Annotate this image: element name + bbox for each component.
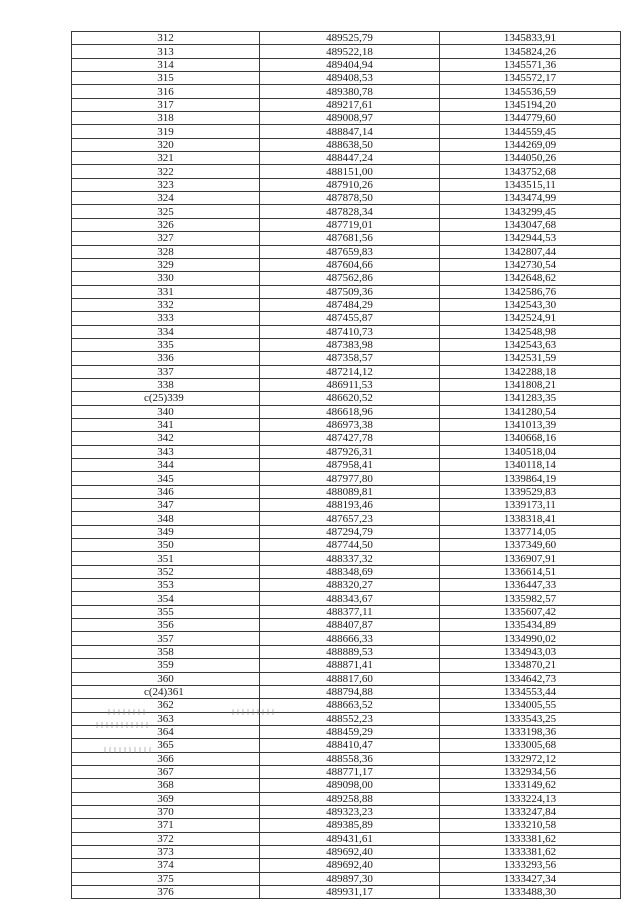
y-coordinate-cell: 1341808,21 — [440, 378, 621, 391]
coordinates-table — [71, 31, 621, 899]
table-row — [72, 779, 621, 792]
x-coordinate-cell: 487509,36 — [260, 285, 440, 298]
y-coordinate-cell: 1341283,35 — [440, 392, 621, 405]
y-coordinate-cell: 1333293,56 — [440, 859, 621, 872]
point-number-cell: 363 — [72, 712, 260, 725]
point-number-cell: 317 — [72, 98, 260, 111]
y-coordinate-cell: 1333247,84 — [440, 805, 621, 818]
point-number-cell: 356 — [72, 619, 260, 632]
y-coordinate-cell: 1340518,04 — [440, 445, 621, 458]
y-coordinate-cell: 1333149,62 — [440, 779, 621, 792]
x-coordinate-cell: 488638,50 — [260, 138, 440, 151]
point-number-cell: 353 — [72, 579, 260, 592]
x-coordinate-cell: 489897,30 — [260, 872, 440, 885]
point-number-cell: 364 — [72, 725, 260, 738]
x-coordinate-cell: 488558,36 — [260, 752, 440, 765]
table-row — [72, 739, 621, 752]
y-coordinate-cell: 1344050,26 — [440, 152, 621, 165]
x-coordinate-cell: 487828,34 — [260, 205, 440, 218]
y-coordinate-cell: 1333488,30 — [440, 886, 621, 899]
table-row — [72, 605, 621, 618]
point-number-cell: 342 — [72, 432, 260, 445]
x-coordinate-cell: 487484,29 — [260, 298, 440, 311]
point-number-cell: 331 — [72, 285, 260, 298]
y-coordinate-cell: 1340118,14 — [440, 459, 621, 472]
point-number-cell: 357 — [72, 632, 260, 645]
y-coordinate-cell: 1339529,83 — [440, 485, 621, 498]
x-coordinate-cell: 488337,32 — [260, 552, 440, 565]
y-coordinate-cell: 1345572,17 — [440, 72, 621, 85]
y-coordinate-cell: 1345571,36 — [440, 58, 621, 71]
y-coordinate-cell: 1345194,20 — [440, 98, 621, 111]
x-coordinate-cell: 488847,14 — [260, 125, 440, 138]
y-coordinate-cell: 1342586,76 — [440, 285, 621, 298]
x-coordinate-cell: 487294,79 — [260, 525, 440, 538]
point-number-cell: c(25)339 — [72, 392, 260, 405]
x-coordinate-cell: 489431,61 — [260, 832, 440, 845]
point-number-cell: 367 — [72, 765, 260, 778]
x-coordinate-cell: 489380,78 — [260, 85, 440, 98]
x-coordinate-cell: 489408,53 — [260, 72, 440, 85]
point-number-cell: 360 — [72, 672, 260, 685]
table-row — [72, 138, 621, 151]
table-row — [72, 752, 621, 765]
table-row — [72, 258, 621, 271]
point-number-cell: 324 — [72, 192, 260, 205]
y-coordinate-cell: 1342543,63 — [440, 338, 621, 351]
y-coordinate-cell: 1339173,11 — [440, 499, 621, 512]
table-row — [72, 445, 621, 458]
y-coordinate-cell: 1333210,58 — [440, 819, 621, 832]
y-coordinate-cell: 1342944,53 — [440, 232, 621, 245]
x-coordinate-cell: 486911,53 — [260, 378, 440, 391]
y-coordinate-cell: 1336614,51 — [440, 565, 621, 578]
y-coordinate-cell: 1343047,68 — [440, 218, 621, 231]
y-coordinate-cell: 1340668,16 — [440, 432, 621, 445]
point-number-cell: 350 — [72, 539, 260, 552]
table-row — [72, 325, 621, 338]
x-coordinate-cell: 488343,67 — [260, 592, 440, 605]
point-number-cell: 345 — [72, 472, 260, 485]
x-coordinate-cell: 488089,81 — [260, 485, 440, 498]
point-number-cell: 326 — [72, 218, 260, 231]
table-row — [72, 525, 621, 538]
point-number-cell: 314 — [72, 58, 260, 71]
point-number-cell: 346 — [72, 485, 260, 498]
table-row — [72, 792, 621, 805]
x-coordinate-cell: 488407,87 — [260, 619, 440, 632]
y-coordinate-cell: 1341280,54 — [440, 405, 621, 418]
x-coordinate-cell: 487977,80 — [260, 472, 440, 485]
x-coordinate-cell: 487878,50 — [260, 192, 440, 205]
table-row — [72, 859, 621, 872]
x-coordinate-cell: 487214,12 — [260, 365, 440, 378]
x-coordinate-cell: 489692,40 — [260, 859, 440, 872]
table-row — [72, 245, 621, 258]
point-number-cell: 341 — [72, 418, 260, 431]
x-coordinate-cell: 486620,52 — [260, 392, 440, 405]
x-coordinate-cell: 488663,52 — [260, 699, 440, 712]
point-number-cell: 318 — [72, 112, 260, 125]
table-row — [72, 85, 621, 98]
y-coordinate-cell: 1333005,68 — [440, 739, 621, 752]
table-row — [72, 619, 621, 632]
point-number-cell: 330 — [72, 272, 260, 285]
y-coordinate-cell: 1343752,68 — [440, 165, 621, 178]
table-row — [72, 272, 621, 285]
x-coordinate-cell: 487427,78 — [260, 432, 440, 445]
point-number-cell: 321 — [72, 152, 260, 165]
y-coordinate-cell: 1335607,42 — [440, 605, 621, 618]
table-row — [72, 405, 621, 418]
y-coordinate-cell: 1333427,34 — [440, 872, 621, 885]
table-row — [72, 579, 621, 592]
y-coordinate-cell: 1343515,11 — [440, 178, 621, 191]
table-row — [72, 432, 621, 445]
y-coordinate-cell: 1332934,56 — [440, 765, 621, 778]
table-row — [72, 485, 621, 498]
table-row — [72, 512, 621, 525]
table-row — [72, 392, 621, 405]
table-row — [72, 712, 621, 725]
point-number-cell: 376 — [72, 886, 260, 899]
table-row — [72, 459, 621, 472]
point-number-cell: 312 — [72, 32, 260, 45]
x-coordinate-cell: 489217,61 — [260, 98, 440, 111]
table-row — [72, 725, 621, 738]
table-row — [72, 552, 621, 565]
x-coordinate-cell: 488447,24 — [260, 152, 440, 165]
y-coordinate-cell: 1335982,57 — [440, 592, 621, 605]
point-number-cell: 328 — [72, 245, 260, 258]
coordinates-table-body — [72, 32, 621, 899]
point-number-cell: 320 — [72, 138, 260, 151]
y-coordinate-cell: 1344779,60 — [440, 112, 621, 125]
y-coordinate-cell: 1342548,98 — [440, 325, 621, 338]
x-coordinate-cell: 488889,53 — [260, 645, 440, 658]
table-row — [72, 178, 621, 191]
x-coordinate-cell: 487562,86 — [260, 272, 440, 285]
y-coordinate-cell: 1345833,91 — [440, 32, 621, 45]
point-number-cell: 355 — [72, 605, 260, 618]
y-coordinate-cell: 1333543,25 — [440, 712, 621, 725]
point-number-cell: 349 — [72, 525, 260, 538]
table-row — [72, 152, 621, 165]
table-row — [72, 565, 621, 578]
y-coordinate-cell: 1342648,62 — [440, 272, 621, 285]
y-coordinate-cell: 1345536,59 — [440, 85, 621, 98]
point-number-cell: 368 — [72, 779, 260, 792]
y-coordinate-cell: 1333381,62 — [440, 832, 621, 845]
point-number-cell: 323 — [72, 178, 260, 191]
x-coordinate-cell: 488348,69 — [260, 565, 440, 578]
point-number-cell: 371 — [72, 819, 260, 832]
point-number-cell: 354 — [72, 592, 260, 605]
x-coordinate-cell: 486618,96 — [260, 405, 440, 418]
y-coordinate-cell: 1333224,13 — [440, 792, 621, 805]
table-row — [72, 872, 621, 885]
point-number-cell: 332 — [72, 298, 260, 311]
table-row — [72, 805, 621, 818]
y-coordinate-cell: 1333381,62 — [440, 845, 621, 858]
y-coordinate-cell: 1342524,91 — [440, 312, 621, 325]
point-number-cell: 325 — [72, 205, 260, 218]
y-coordinate-cell: 1342531,59 — [440, 352, 621, 365]
x-coordinate-cell: 489323,23 — [260, 805, 440, 818]
point-number-cell: 333 — [72, 312, 260, 325]
x-coordinate-cell: 489525,79 — [260, 32, 440, 45]
x-coordinate-cell: 489385,89 — [260, 819, 440, 832]
y-coordinate-cell: 1342807,44 — [440, 245, 621, 258]
x-coordinate-cell: 486973,38 — [260, 418, 440, 431]
y-coordinate-cell: 1344269,09 — [440, 138, 621, 151]
table-row — [72, 58, 621, 71]
x-coordinate-cell: 487410,73 — [260, 325, 440, 338]
table-row — [72, 285, 621, 298]
table-row — [72, 819, 621, 832]
point-number-cell: 334 — [72, 325, 260, 338]
y-coordinate-cell: 1341013,39 — [440, 418, 621, 431]
y-coordinate-cell: 1337349,60 — [440, 539, 621, 552]
x-coordinate-cell: 489692,40 — [260, 845, 440, 858]
x-coordinate-cell: 487958,41 — [260, 459, 440, 472]
point-number-cell: 358 — [72, 645, 260, 658]
x-coordinate-cell: 487744,50 — [260, 539, 440, 552]
table-row — [72, 298, 621, 311]
x-coordinate-cell: 487657,23 — [260, 512, 440, 525]
y-coordinate-cell: 1334005,55 — [440, 699, 621, 712]
x-coordinate-cell: 487910,26 — [260, 178, 440, 191]
table-row — [72, 125, 621, 138]
table-row — [72, 645, 621, 658]
x-coordinate-cell: 489008,97 — [260, 112, 440, 125]
table-row — [72, 232, 621, 245]
x-coordinate-cell: 487455,87 — [260, 312, 440, 325]
y-coordinate-cell: 1343299,45 — [440, 205, 621, 218]
point-number-cell: 344 — [72, 459, 260, 472]
x-coordinate-cell: 487358,57 — [260, 352, 440, 365]
point-number-cell: 336 — [72, 352, 260, 365]
point-number-cell: 329 — [72, 258, 260, 271]
y-coordinate-cell: 1334553,44 — [440, 685, 621, 698]
x-coordinate-cell: 489404,94 — [260, 58, 440, 71]
y-coordinate-cell: 1334642,73 — [440, 672, 621, 685]
y-coordinate-cell: 1339864,19 — [440, 472, 621, 485]
point-number-cell: 315 — [72, 72, 260, 85]
table-row — [72, 472, 621, 485]
point-number-cell: 352 — [72, 565, 260, 578]
x-coordinate-cell: 487659,83 — [260, 245, 440, 258]
x-coordinate-cell: 489098,00 — [260, 779, 440, 792]
x-coordinate-cell: 489522,18 — [260, 45, 440, 58]
point-number-cell: 338 — [72, 378, 260, 391]
point-number-cell: 335 — [72, 338, 260, 351]
table-row — [72, 886, 621, 899]
point-number-cell: 365 — [72, 739, 260, 752]
x-coordinate-cell: 488552,23 — [260, 712, 440, 725]
table-row — [72, 338, 621, 351]
table-row — [72, 98, 621, 111]
point-number-cell: 348 — [72, 512, 260, 525]
y-coordinate-cell: 1332972,12 — [440, 752, 621, 765]
x-coordinate-cell: 488377,11 — [260, 605, 440, 618]
table-row — [72, 32, 621, 45]
y-coordinate-cell: 1337714,05 — [440, 525, 621, 538]
point-number-cell: 351 — [72, 552, 260, 565]
table-row — [72, 72, 621, 85]
x-coordinate-cell: 487604,66 — [260, 258, 440, 271]
table-row — [72, 699, 621, 712]
x-coordinate-cell: 488193,46 — [260, 499, 440, 512]
x-coordinate-cell: 488871,41 — [260, 659, 440, 672]
x-coordinate-cell: 487926,31 — [260, 445, 440, 458]
table-row — [72, 352, 621, 365]
point-number-cell: 343 — [72, 445, 260, 458]
x-coordinate-cell: 487383,98 — [260, 338, 440, 351]
table-row — [72, 112, 621, 125]
table-row — [72, 632, 621, 645]
y-coordinate-cell: 1342543,30 — [440, 298, 621, 311]
y-coordinate-cell: 1336907,91 — [440, 552, 621, 565]
table-row — [72, 45, 621, 58]
point-number-cell: 316 — [72, 85, 260, 98]
point-number-cell: 362 — [72, 699, 260, 712]
y-coordinate-cell: 1338318,41 — [440, 512, 621, 525]
table-row — [72, 418, 621, 431]
x-coordinate-cell: 487719,01 — [260, 218, 440, 231]
point-number-cell: 340 — [72, 405, 260, 418]
table-row — [72, 205, 621, 218]
point-number-cell: 313 — [72, 45, 260, 58]
point-number-cell: 319 — [72, 125, 260, 138]
x-coordinate-cell: 488817,60 — [260, 672, 440, 685]
table-row — [72, 659, 621, 672]
table-row — [72, 165, 621, 178]
y-coordinate-cell: 1334870,21 — [440, 659, 621, 672]
y-coordinate-cell: 1343474,99 — [440, 192, 621, 205]
x-coordinate-cell: 488666,33 — [260, 632, 440, 645]
x-coordinate-cell: 489258,88 — [260, 792, 440, 805]
table-row — [72, 685, 621, 698]
y-coordinate-cell: 1336447,33 — [440, 579, 621, 592]
table-row — [72, 672, 621, 685]
x-coordinate-cell: 488771,17 — [260, 765, 440, 778]
x-coordinate-cell: 488151,00 — [260, 165, 440, 178]
x-coordinate-cell: 488794,88 — [260, 685, 440, 698]
point-number-cell: 373 — [72, 845, 260, 858]
point-number-cell: 347 — [72, 499, 260, 512]
point-number-cell: 374 — [72, 859, 260, 872]
x-coordinate-cell: 488410,47 — [260, 739, 440, 752]
point-number-cell: c(24)361 — [72, 685, 260, 698]
y-coordinate-cell: 1342288,18 — [440, 365, 621, 378]
y-coordinate-cell: 1334943,03 — [440, 645, 621, 658]
point-number-cell: 372 — [72, 832, 260, 845]
point-number-cell: 369 — [72, 792, 260, 805]
x-coordinate-cell: 487681,56 — [260, 232, 440, 245]
table-row — [72, 845, 621, 858]
y-coordinate-cell: 1342730,54 — [440, 258, 621, 271]
table-row — [72, 539, 621, 552]
table-row — [72, 592, 621, 605]
point-number-cell: 327 — [72, 232, 260, 245]
table-row — [72, 218, 621, 231]
point-number-cell: 370 — [72, 805, 260, 818]
x-coordinate-cell: 488459,29 — [260, 725, 440, 738]
table-row — [72, 765, 621, 778]
point-number-cell: 366 — [72, 752, 260, 765]
x-coordinate-cell: 489931,17 — [260, 886, 440, 899]
y-coordinate-cell: 1334990,02 — [440, 632, 621, 645]
table-row — [72, 832, 621, 845]
y-coordinate-cell: 1344559,45 — [440, 125, 621, 138]
point-number-cell: 359 — [72, 659, 260, 672]
table-row — [72, 312, 621, 325]
point-number-cell: 375 — [72, 872, 260, 885]
x-coordinate-cell: 488320,27 — [260, 579, 440, 592]
y-coordinate-cell: 1345824,26 — [440, 45, 621, 58]
y-coordinate-cell: 1333198,36 — [440, 725, 621, 738]
table-row — [72, 378, 621, 391]
table-row — [72, 365, 621, 378]
point-number-cell: 337 — [72, 365, 260, 378]
table-row — [72, 192, 621, 205]
point-number-cell: 322 — [72, 165, 260, 178]
table-row — [72, 499, 621, 512]
y-coordinate-cell: 1335434,89 — [440, 619, 621, 632]
